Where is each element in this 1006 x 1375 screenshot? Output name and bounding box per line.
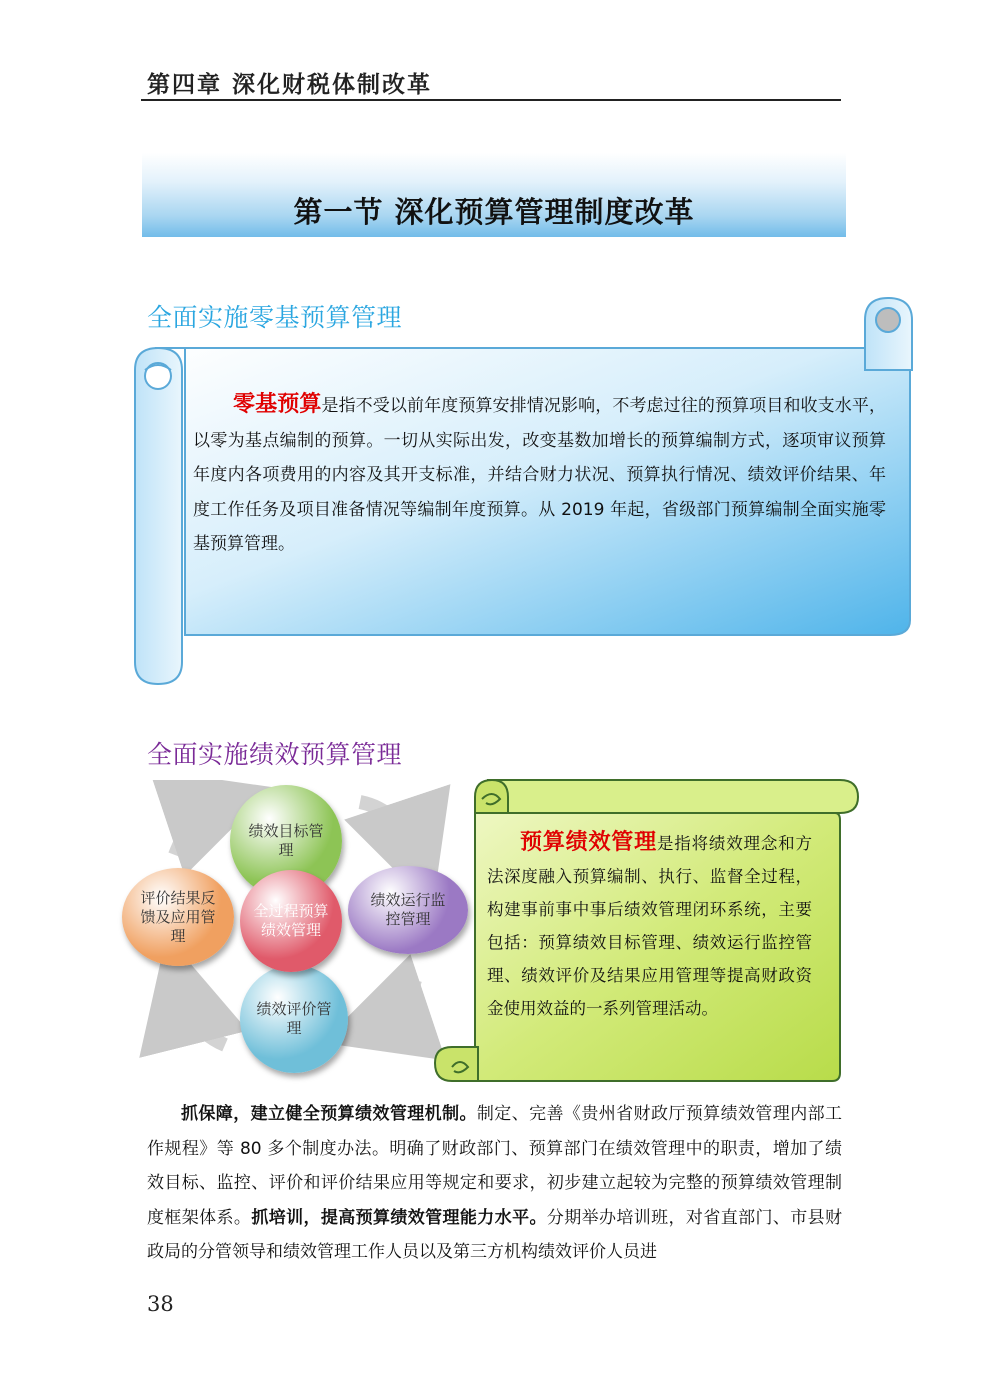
section-title: 第一节 深化预算管理制度改革 [293,195,695,229]
body-bold-2: 抓培训，提高预算绩效管理能力水平。 [251,1207,547,1228]
performance-paragraph [487,826,812,1025]
zero-base-paragraph [193,388,886,562]
cycle-node-monitor: 绩效运行监控管理 [348,866,468,954]
performance-term: 预算绩效管理 [520,830,657,855]
body-text-1: 制定、完善《贵州省财政厅预算绩效管理内部工作规程》等 80 多个制度办法。明确了财政部门、预算部门在绩效管理中的职责，增加了绩效目标、监控、评价和评价结果应用等规定和要求，初步建立起较为完整的预算绩效管理制度框架体系。 [147,1104,843,1228]
body-bold-1: 抓保障，建立健全预算绩效管理机制。 [181,1104,477,1124]
performance-heading: 全面实施绩效预算管理 [147,740,403,769]
cycle-node-evaluation: 绩效评价管理 [240,965,348,1073]
body-text-2: 分期举办培训班，对省直部门、市县财政局的分管领导和绩效管理工作人员以及第三方机构绩效评价人员进 [147,1207,843,1262]
cycle-node-center: 全过程预算绩效管理 [240,870,342,972]
performance-text: 是指将绩效理念和方法深度融入预算编制、执行、监督全过程，构建事前事中事后绩效管理闭环系统，主要包括：预算绩效目标管理、绩效运行监控管理、绩效评价及结果应用管理等提高财政资金使用效益的一系列管理活动。 [487,834,812,1018]
page-number: 38 [147,1292,174,1316]
zero-base-text: 是指不受以前年度预算安排情况影响，不考虑过往的预算项目和收支水平，以零为基点编制的预算。一切从实际出发，改变基数加增长的预算编制方式，逐项审议预算年度内各项费用的内容及其开支标准，并结合财力状况、预算执行情况、绩效评价结果、年度工作任务及项目准备情况等编制年度预算。从 2019 年起，省级部门预算编制全面实施零基预算管理。 [193,396,886,554]
chapter-title: 第四章 深化财税体制改革 [147,71,433,98]
cycle-node-target: 绩效目标管理 [230,785,342,897]
zero-base-heading: 全面实施零基预算管理 [147,303,403,332]
header-rule [141,99,841,101]
zero-base-term: 零基预算 [233,392,322,417]
cycle-node-feedback: 评价结果反馈及应用管理 [122,868,234,966]
body-paragraph [147,1097,842,1270]
